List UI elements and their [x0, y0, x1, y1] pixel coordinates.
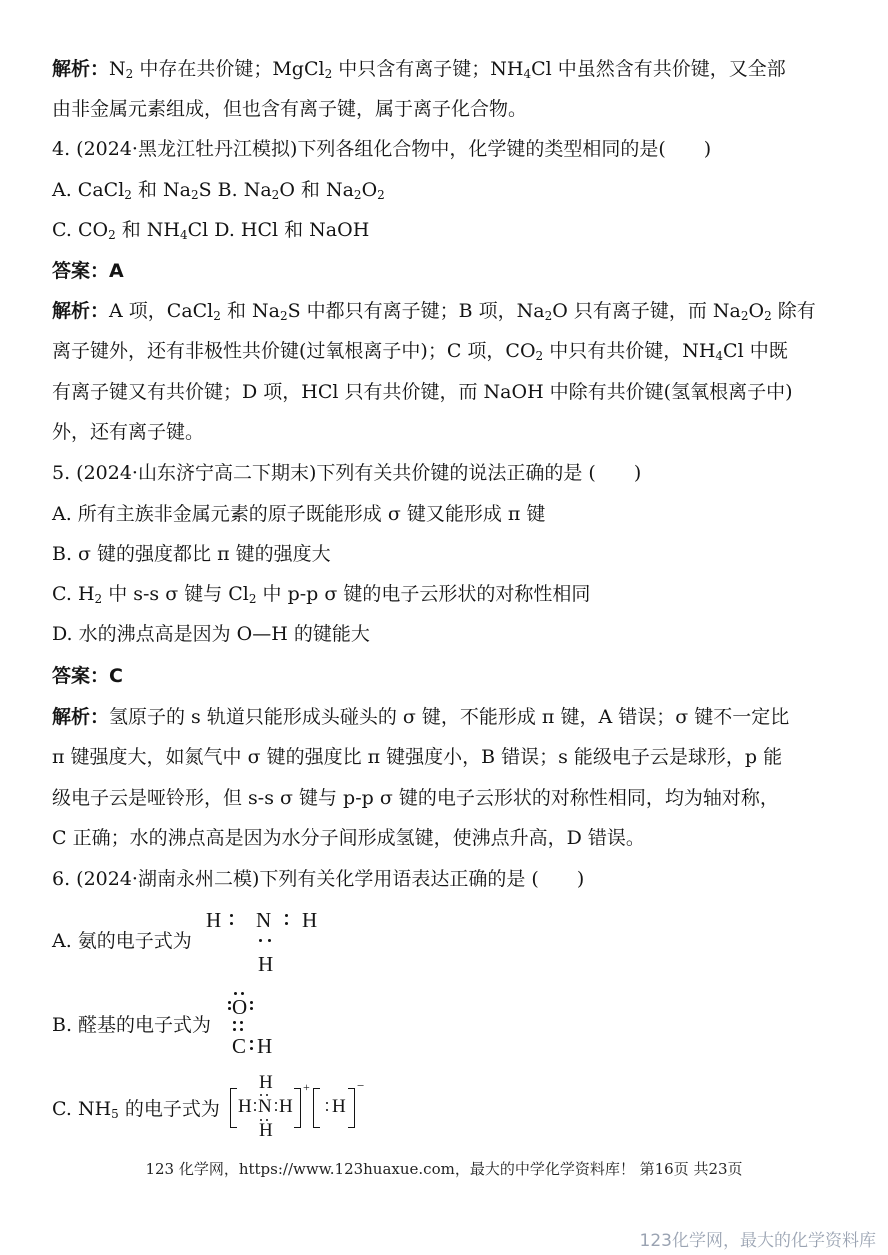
atom-n: N	[256, 908, 272, 932]
text: A 项，CaCl	[109, 300, 214, 322]
subscript: 2	[279, 309, 288, 323]
electron-dot	[326, 1102, 328, 1104]
electron-dot	[268, 939, 271, 942]
answer-value: A	[109, 260, 124, 282]
question-4-stem: 4. (2024·黑龙江牡丹江模拟)下列各组化合物中，化学键的类型相同的是( )	[52, 138, 712, 160]
subscript: 2	[94, 592, 103, 606]
page-footer: 123 化学网，https://www.123huaxue.com，最大的中学化学资料库！ 第16页 共23页	[145, 1160, 743, 1178]
subscript: 2	[125, 67, 134, 81]
question-6-option-b: B. 醛基的电子式为	[52, 1014, 212, 1036]
text: 的电子式为	[118, 1098, 220, 1120]
text: O	[361, 179, 378, 201]
text: S B. Na	[198, 179, 272, 201]
text: C. NH	[52, 1098, 112, 1120]
aldehyde-electron-formula	[228, 990, 288, 1060]
text: 离子键外，还有非极性共价键(过氧根离子中)；C 项，CO	[52, 340, 536, 362]
text: 中 s-s σ 键与 Cl	[102, 583, 249, 605]
electron-dot	[254, 1102, 256, 1104]
atom-h: H	[302, 908, 318, 932]
text-line: π 键强度大，如氮气中 σ 键的强度比 π 键强度小，B 错误；s 能级电子云是球形，p 能	[52, 746, 783, 768]
bracket-right	[348, 1088, 355, 1128]
subscript: 4	[179, 228, 188, 242]
bracket-right	[294, 1088, 301, 1128]
text: O	[748, 300, 765, 322]
text-line: 有离子键又有共价键；D 项，HCl 只有共价键，而 NaOH 中除有共价键(氢氧根离子中)	[52, 381, 793, 403]
text: 中只含有离子键；NH	[332, 58, 524, 80]
atom-h: H	[258, 952, 274, 976]
question-5-analysis	[52, 704, 789, 730]
atom-o: O	[232, 995, 248, 1019]
text: C. H	[52, 583, 95, 605]
text: 中只有共价键，NH	[543, 340, 716, 362]
text: 氢原子的 s 轨道只能形成头碰头的 σ 键，不能形成 π 键，A 错误；σ 键不一定比	[109, 706, 790, 728]
question-4-answer	[52, 258, 124, 284]
subscript: 2	[764, 309, 772, 323]
analysis-label: 解析：	[52, 706, 110, 728]
bracket-left	[313, 1088, 320, 1128]
electron-dot	[240, 1028, 243, 1031]
text: 中存在共价键；MgCl	[133, 58, 325, 80]
atom-n: N	[258, 1096, 272, 1117]
text: N	[109, 58, 126, 80]
subscript: 2	[248, 592, 257, 606]
question-4-options-cd	[52, 217, 369, 248]
analysis-label: 解析：	[52, 58, 110, 80]
subscript: 2	[124, 188, 132, 202]
atom-h: H	[259, 1072, 273, 1093]
atom-h: H	[332, 1096, 346, 1117]
electron-dot	[228, 1001, 231, 1004]
answer-label: 答案：	[52, 665, 110, 687]
text: 和 Na	[131, 179, 191, 201]
text: Cl D. HCl 和 NaOH	[187, 219, 370, 241]
atom-h: H	[257, 1034, 273, 1058]
analysis-label: 解析：	[52, 300, 110, 322]
subscript: 2	[213, 309, 221, 323]
text: 除有	[771, 300, 816, 322]
question-5-answer	[52, 663, 123, 689]
subscript: 4	[715, 349, 724, 363]
electron-dot	[259, 939, 262, 942]
electron-dot	[266, 1094, 268, 1096]
text-line: C 正确；水的沸点高是因为水分子间形成氢键，使沸点升高，D 错误。	[52, 827, 645, 849]
subscript: 5	[111, 1107, 119, 1121]
atom-h: H	[279, 1096, 293, 1117]
subscript: 2	[271, 188, 280, 202]
text: 中 p-p σ 键的电子云形状的对称性相同	[256, 583, 591, 605]
text: Cl 中既	[723, 340, 788, 362]
text: 和 Na	[220, 300, 280, 322]
text: C. CO	[52, 219, 109, 241]
electron-dot	[228, 1007, 231, 1010]
text: Cl 中虽然含有共价键，又全部	[531, 58, 786, 80]
atom-h: H	[259, 1120, 273, 1141]
question-6-stem: 6. (2024·湖南永州二模)下列有关化学用语表达正确的是 ( )	[52, 868, 585, 890]
subscript: 2	[353, 188, 362, 202]
electron-dot	[250, 1047, 253, 1050]
text: O 和 Na	[279, 179, 354, 201]
electron-dot	[233, 1028, 236, 1031]
text-line: 级电子云是哑铃形，但 s-s σ 键与 p-p σ 键的电子云形状的对称性相同，均为轴对称，	[52, 787, 779, 809]
electron-dot	[230, 922, 233, 925]
subscript: 4	[523, 67, 532, 81]
question-5-option-a: A. 所有主族非金属元素的原子既能形成 σ 键又能形成 π 键	[52, 503, 546, 525]
nh5-electron-formula	[226, 1072, 376, 1144]
minus-charge: −	[357, 1078, 365, 1093]
question-6-option-c	[52, 1096, 220, 1127]
text: A. CaCl	[52, 179, 125, 201]
subscript: 2	[324, 67, 333, 81]
electron-dot	[285, 914, 288, 917]
electron-dot	[250, 1001, 253, 1004]
atom-h: H	[206, 908, 222, 932]
question-5-stem: 5. (2024·山东济宁高二下期末)下列有关共价键的说法正确的是 ( )	[52, 462, 642, 484]
plus-charge: +	[303, 1080, 310, 1094]
text-line	[52, 338, 788, 369]
question-6-option-a: A. 氨的电子式为	[52, 930, 192, 952]
watermark: 123化学网，最大的化学资料库	[639, 1231, 876, 1251]
electron-dot	[275, 1109, 277, 1111]
electron-dot	[250, 1007, 253, 1010]
ammonia-electron-formula	[206, 908, 336, 978]
atom-h: H	[238, 1096, 252, 1117]
subscript: 2	[740, 309, 749, 323]
question-5-option-c	[52, 581, 590, 612]
text-line: 外，还有离子键。	[52, 421, 205, 443]
electron-dot	[285, 922, 288, 925]
subscript: 2	[544, 309, 553, 323]
atom-c: C	[232, 1034, 247, 1058]
subscript: 2	[377, 188, 385, 202]
electron-dot	[230, 914, 233, 917]
question-5-option-d: D. 水的沸点高是因为 O—H 的键能大	[52, 623, 370, 645]
electron-dot	[326, 1109, 328, 1111]
question-4-analysis	[52, 298, 816, 329]
electron-dot	[260, 1094, 262, 1096]
electron-dot	[233, 1021, 236, 1024]
question-5-option-b: B. σ 键的强度都比 π 键的强度大	[52, 543, 331, 565]
answer-value: C	[109, 665, 123, 687]
electron-dot	[250, 1040, 253, 1043]
electron-dot	[254, 1109, 256, 1111]
text: O 只有离子键，而 Na	[552, 300, 741, 322]
question-4-options-ab	[52, 177, 385, 208]
text: S 中都只有离子键；B 项，Na	[287, 300, 545, 322]
electron-dot	[275, 1102, 277, 1104]
analysis-line	[52, 56, 786, 87]
electron-dot	[240, 1021, 243, 1024]
answer-label: 答案：	[52, 260, 110, 282]
text-line: 由非金属元素组成，但也含有离子键，属于离子化合物。	[52, 98, 528, 120]
subscript: 2	[535, 349, 544, 363]
subscript: 2	[190, 188, 199, 202]
bracket-left	[230, 1088, 237, 1128]
subscript: 2	[108, 228, 116, 242]
text: 和 NH	[115, 219, 180, 241]
